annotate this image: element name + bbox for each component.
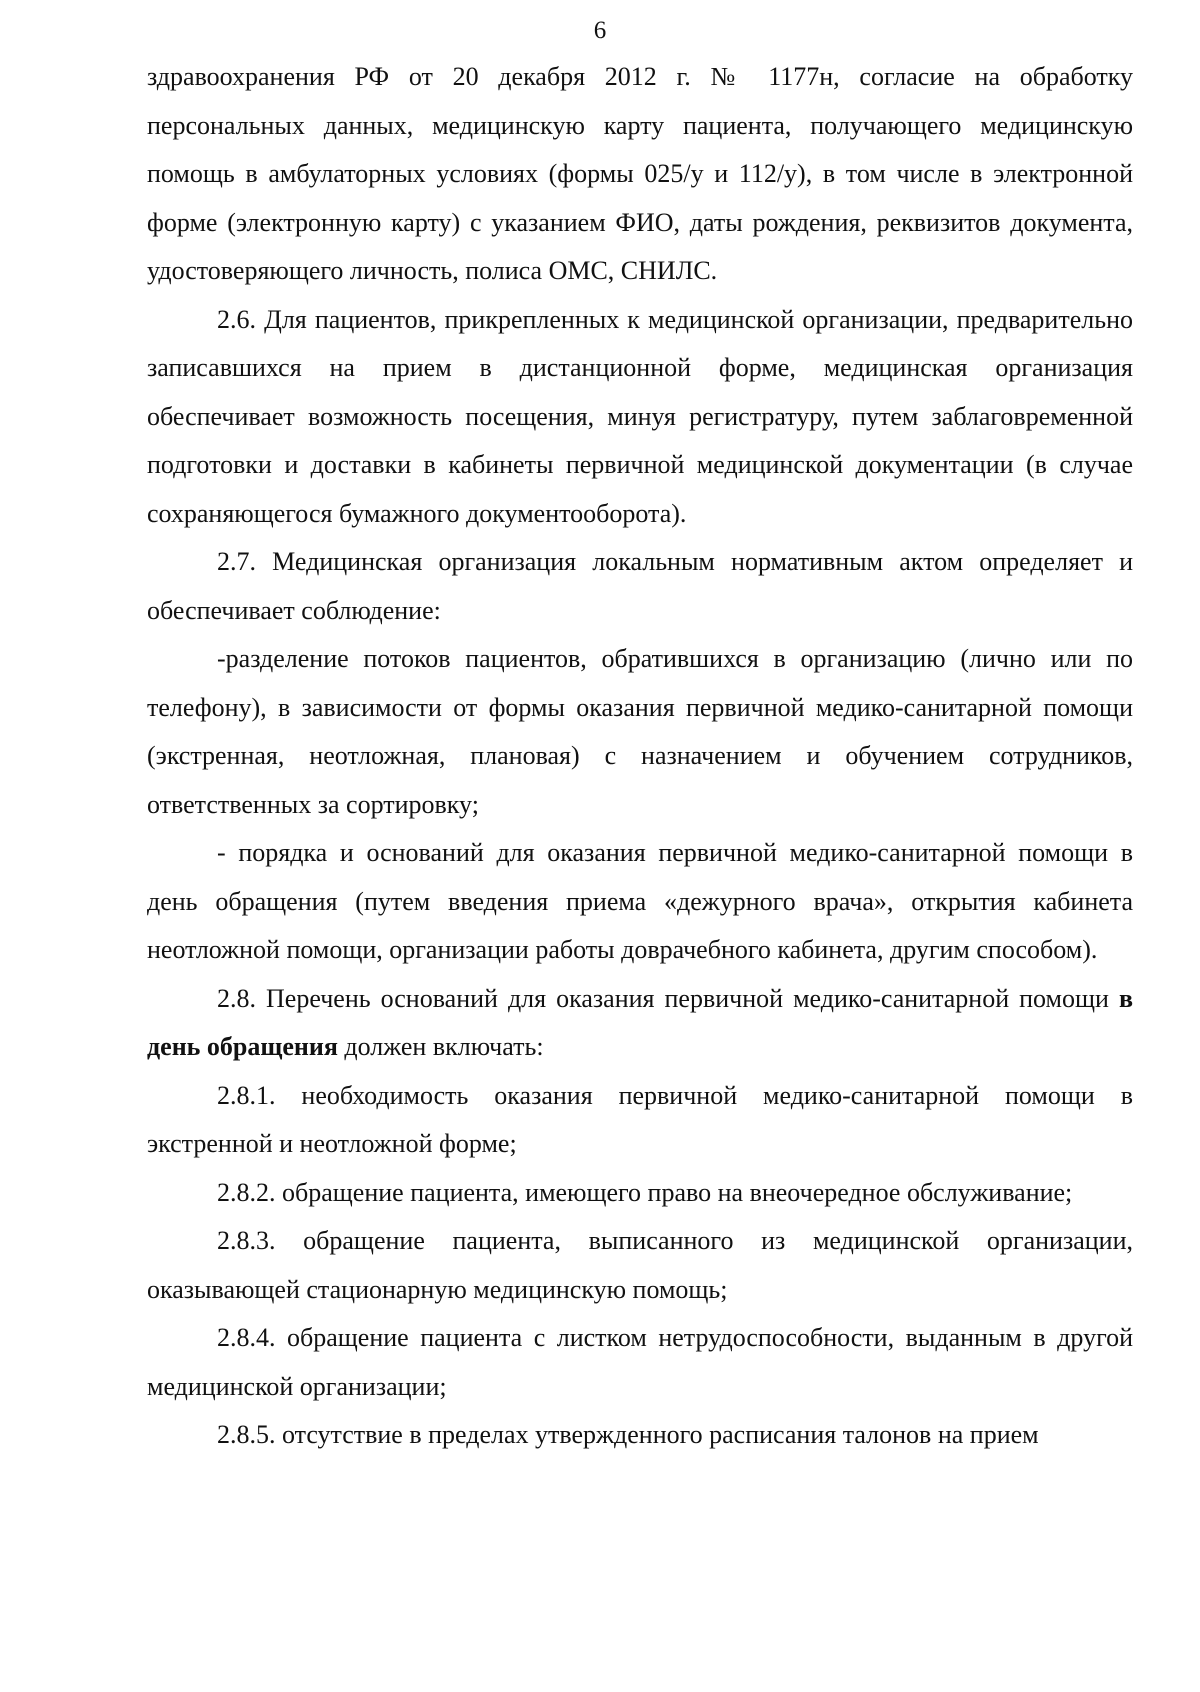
paragraph-2-8-text-end: должен включать: (337, 1032, 544, 1061)
paragraph-2-7: 2.7. Медицинская организация локальным нормативным актом определяет и обеспечивает соблюдение: (147, 547, 1133, 625)
page-number: 6 (593, 17, 607, 44)
paragraph-2-8-text-start: 2.8. Перечень оснований для оказания первичной медико-санитарной помощи (217, 983, 1119, 1013)
list-item-flow-separation: -разделение потоков пациентов, обратившихся в организацию (лично или по телефону), в зависимости от формы оказания первичной медико-санитарной помощи (экстренная, неотложная, плановая) с назначением и обучением сотрудников, ответственных за сортировку; (147, 644, 1133, 819)
paragraph-2-8-2: 2.8.2. обращение пациента, имеющего право на внеочередное обслуживание; (217, 1177, 1073, 1207)
paragraph-2-6: 2.6. Для пациентов, прикрепленных к медицинской организации, предварительно записавшихся на прием в дистанционной форме, медицинская организация обеспечивает возможность посещения, минуя регистратуру, путем заблаговременной подготовки и доставки в кабинеты первичной медицинской документации (в случае сохраняющегося бумажного документооборота). (147, 304, 1133, 528)
paragraph-2-8-5: 2.8.5. отсутствие в пределах утвержденного расписания талонов на прием (217, 1420, 1039, 1449)
document-body (147, 53, 1133, 1460)
list-item-same-day-care: - порядка и оснований для оказания первичной медико-санитарной помощи в день обращения (путем введения приема «дежурного врача», открытия кабинета неотложной помощи, организации работы доврачебного кабинета, другим способом). (147, 838, 1133, 964)
emphasis-same-day: в день обращения (147, 983, 1133, 1061)
paragraph-2-8-1: 2.8.1. необходимость оказания первичной медико-санитарной помощи в экстренной и неотложной форме; (147, 1080, 1133, 1158)
paragraph-continuation: здравоохранения РФ от 20 декабря 2012 г. № 1177н, согласие на обработку персональных данных, медицинскую карту пациента, получающего медицинскую помощь в амбулаторных условиях (формы 025/у и 112/у), в том числе в электронной форме (электронную карту) с указанием ФИО, даты рождения, реквизитов документа, удостоверяющего личность, полиса ОМС, СНИЛС. (147, 62, 1133, 285)
paragraph-2-8-3: 2.8.3. обращение пациента, выписанного из медицинской организации, оказывающей стационарную медицинскую помощь; (147, 1226, 1133, 1304)
paragraph-2-8 (147, 975, 1133, 1072)
paragraph-2-8-4: 2.8.4. обращение пациента с листком нетрудоспособности, выданным в другой медицинской организации; (147, 1323, 1133, 1401)
